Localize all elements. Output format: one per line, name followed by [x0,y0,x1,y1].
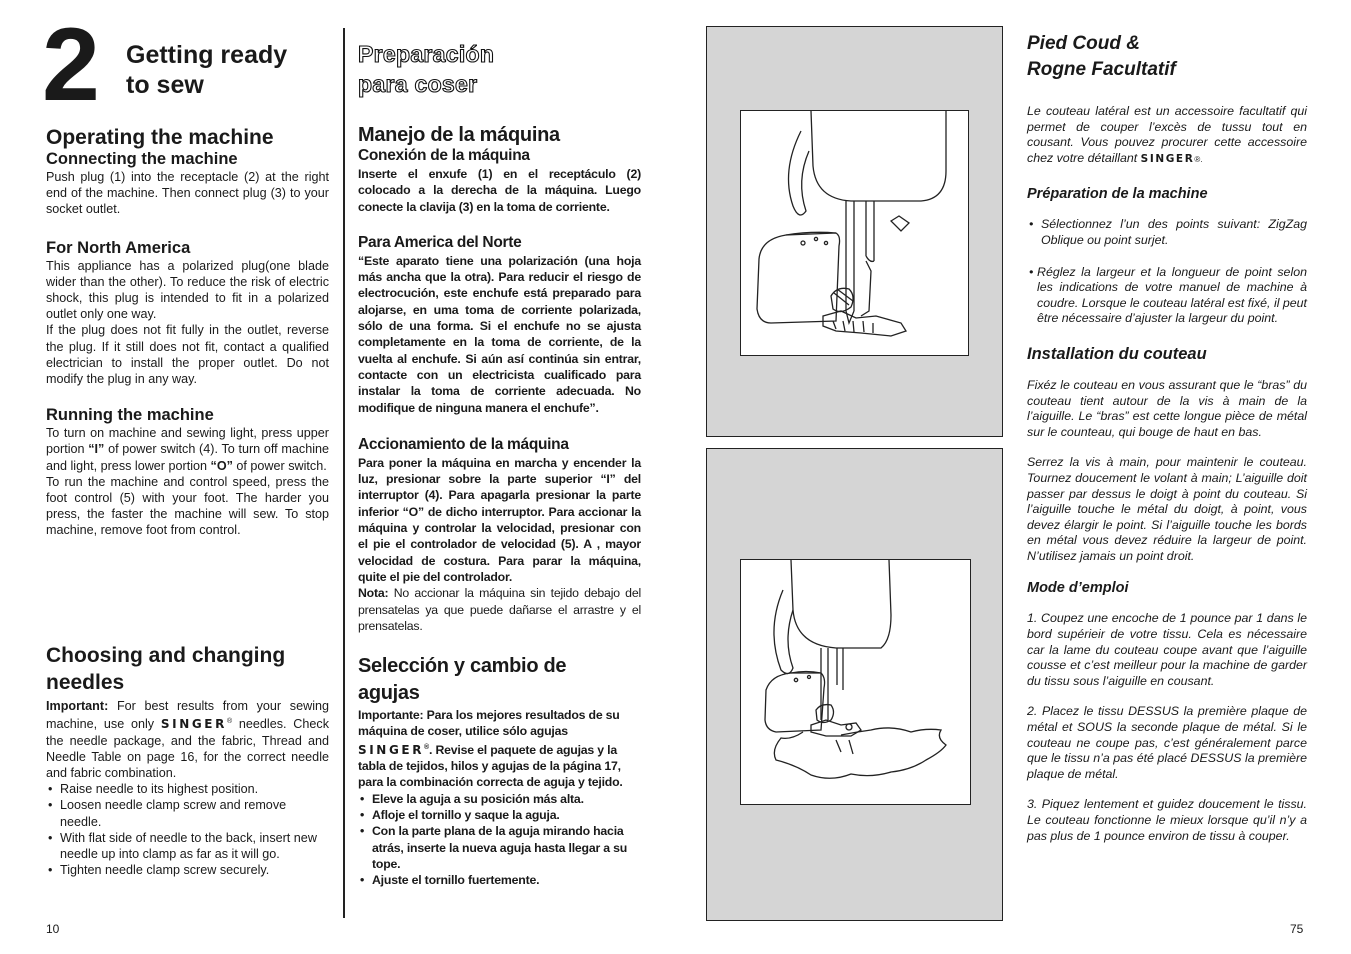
spanish-connecting-heading: Conexión de la máquina [358,147,530,164]
connecting-heading: Connecting the machine [46,150,238,168]
french-mode-text-1: 1. Coupez une encoche de 1 pounce par 1 dans le bord supérieir de votre tissu. Cela es nécessaire car la lame du couteau coupe avant que l’aiguille cousse et c’est meilleur pour la machine de garder du tissu sous l’aiguille en cousant. [1027,611,1307,688]
north-america-text-2: If the plug does not fit fully in the outlet, reverse the plug. If it still does not fit, contact a qualified electrician to install the proper outlet. Do not modify the plug in any way. [46,323,329,387]
french-mode-text-3: 3. Piquez lentement et guidez doucement le tissu. Le couteau fonctionne le mieux lorsque qu’il n’y a pas plus de 1 pounce environ de tissu à couper. [1027,797,1307,843]
spanish-note: Nota: No accionar la máquina sin tejido debajo del prensatelas ya que puede dañarse el arrastre y el prensatelas. [358,586,641,633]
page-number-right: 75 [1290,922,1304,936]
french-install-text-2: Serrez la vis à main, pour maintenir le couteau. Tournez doucement le volant à main; L’aiguille doit passer par dessus le doigt à point du couteau. Si l’aiguille touche le métal du doigt, à point, vous devez élargir le point. Si l’aiguille touche les bords en métal vous devez réduire la largeur de point. N’utilisez jamais un point droit. [1027,455,1307,563]
french-title: Pied Coud & Rogne Facultatif [1027,33,1176,80]
operating-heading: Operating the machine [46,126,274,149]
list-item: • Con la parte plana de la aguja mirando hacia atrás, inserte la nueva aguja hasta llegar a su tope. [358,823,641,872]
spanish-running-heading: Accionamiento de la máquina [358,435,569,453]
list-item: • Tighten needle clamp screw securely. [46,862,329,878]
spanish-needles-steps [358,791,641,889]
list-item: • Eleve la aguja a su posición más alta. [358,791,641,807]
french-install-heading: Installation du couteau [1027,344,1207,363]
running-text-2: To run the machine and control speed, press the foot control (5) with your foot. The harder you press, the faster the machine will sew. To stop machine, remove foot from control. [46,474,329,538]
chapter-title-line2: to sew [126,71,204,99]
list-item: • Afloje el tornillo y saque la aguja. [358,807,641,823]
french-prep-heading: Préparation de la machine [1027,186,1208,203]
list-item: • Loosen needle clamp screw and remove needle. [46,797,329,829]
chapter-title-line1: Getting ready [126,41,288,69]
french-mode-text-2: 2. Placez le tissu DESSUS la première plaque de métal et SOUS la seconde plaque de métal. Si le couteau ne coupe pas, c’est généralement parce que le tissu n’a pas été placé DESSUS la première plaque de métal. [1027,704,1307,781]
list-item: • With flat side of needle to the back, insert new needle up into clamp as far as it will go. [46,830,329,862]
north-america-heading: For North America [46,238,191,257]
singer-logo: SINGER [160,717,227,732]
spanish-operating-heading: Manejo de la máquina [358,124,560,146]
spanish-connecting-text: Inserte el enxufe (1) en el receptáculo (2) colocado a la derecha de la máquina. Luego conecte la clavija (3) en la toma de corriente. [358,167,641,214]
french-mode-heading: Mode d’emploi [1027,580,1129,597]
french-column [1027,31,1307,844]
chapter-title [126,40,287,100]
figure-top [706,26,1003,437]
needles-text: Important: For best results from your sewing machine, use only SINGER® needles. Check the needle package, and the fabric, Thread and Needle Table on page 16, for the correct needle and fabric combination. [46,699,329,780]
spanish-column [358,39,641,888]
spanish-running-text: Para poner la máquina en marcha y encender la luz, presionar sobre la parte superior “I” del interruptor (4). Para apagarla presionar la parte inferior “O” de dicho interruptor. Para accionar la máquina y controlar la velocidad, presionar con el pie el controlador de velocidad (5). A , mayor velocidad de costura. Para parar la máquina, quite el pie del controlador. [358,455,641,584]
list-item: • Sélectionnez l’un des points suivant: ZigZag Oblique ou point surjet. [1027,217,1307,248]
connecting-text: Push plug (1) into the receptacle (2) at the right end of the machine. Then connect plug (3) to your socket outlet. [46,170,329,217]
side-cutter-sewing-fabric-illustration [741,560,969,803]
needles-steps [46,781,329,878]
presser-foot-side-cutter-illustration [741,111,967,354]
list-item: • Réglez la largeur et la longueur de point selon les indications de votre manuel de machine à coudre. Lorsque le couteau latéral est fixé, il peut être nécessaire d’ajuster la largeur du point. [1027,265,1307,327]
spanish-needles-text: Importante: Para los mejores resultados de su máquina de coser, utilice sólo agujas SINGER®. Revise el paquete de agujas y la tabla de tejidos, hilos y agujas de la página 17, para la combinación correcta de aguja y tejido. [358,708,623,790]
spanish-north-america-text: “Este aparato tiene una polarización (una hoja más ancha que la otra). Para reducir el riesgo de electrocución, este enchufe está preparado para alojarse, en uma toma de corriente polarizada, sólo de una forma. Si el enchufe no se ajusta completamente en la toma de corriente, de la vuelta al enchufe. Si aún así continúa sin entrar, contacte con un electricista cualificado para instalar la toma de corriente adecuada. No modifique de ninguna manera el enchufe”. [358,253,641,415]
singer-logo: SINGER [358,742,425,757]
needles-heading: Choosing and changing needles [46,644,286,694]
english-column [46,124,329,539]
spanish-title: Preparación para coser [358,41,495,97]
chapter-number: 2 [42,7,96,123]
singer-logo: SINGER [1140,152,1195,165]
spanish-north-america-heading: Para America del Norte [358,233,522,251]
column-divider [343,28,345,918]
french-intro-text: Le couteau latéral est un accessoire facultatif qui permet de couper l’excès de tussu tout en cousant. Vous pouvez procurer cette accessoire chez votre détaillant SINGER®. [1027,104,1307,165]
page-number-left: 10 [46,922,60,936]
running-text-1: To turn on machine and sewing light, press upper portion “I” of power switch (4). To turn off machine and light, press lower portion “O” of power switch. [46,426,330,473]
french-prep-bullets [1027,217,1307,327]
english-needles-section [46,642,329,878]
list-item: • Raise needle to its highest position. [46,781,329,797]
running-heading: Running the machine [46,406,214,425]
figure-bottom-frame [740,559,971,805]
french-install-text-1: Fixéz le couteau en vous assurant que le “bras” du couteau tient autour de la vis à main de la l’aiguille. Le “bras” est cette longue pièce de métal sur le counteau, qui bouge de haut en bas. [1027,377,1307,439]
list-item: • Ajuste el tornillo fuertemente. [358,872,641,888]
figure-bottom [706,448,1003,921]
north-america-text-1: This appliance has a polarized plug(one blade wider than the other). To reduce the risk of electric shock, this plug is intended to fit in a polarized outlet only one way. [46,258,329,322]
figure-top-frame [740,110,969,356]
spanish-needles-heading: Selección y cambio de agujas [358,655,567,705]
